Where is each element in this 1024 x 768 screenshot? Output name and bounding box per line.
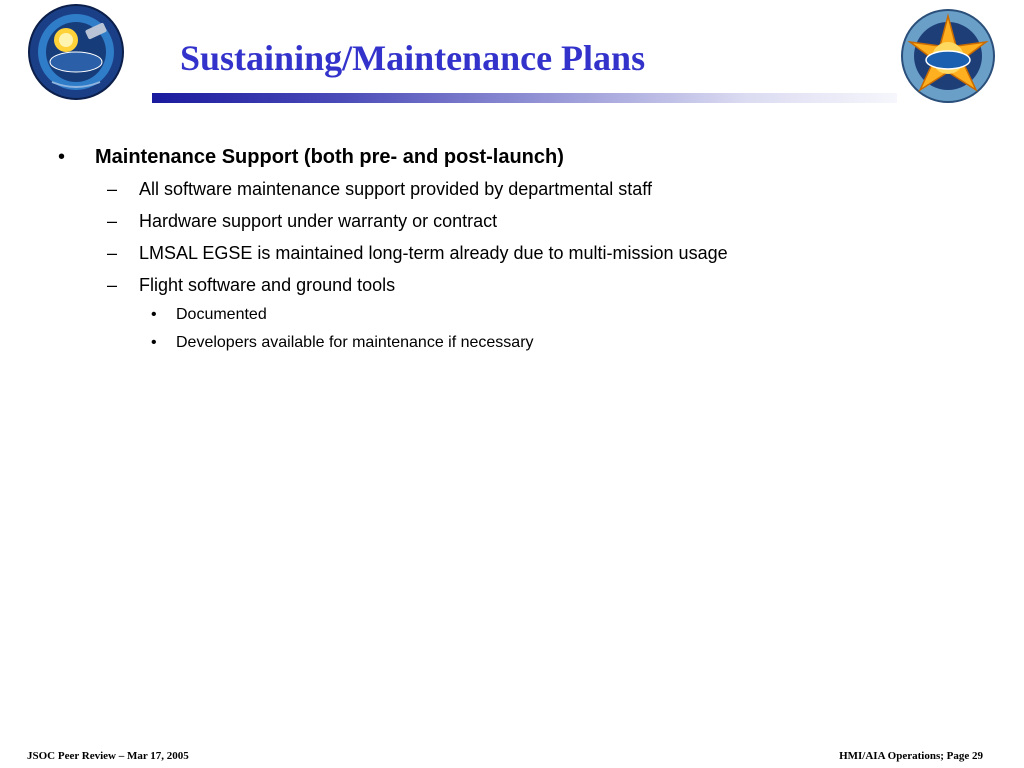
sub-bullet-item (107, 274, 396, 296)
sub-bullet-marker: – (107, 179, 118, 199)
sub-bullet-marker: – (107, 243, 118, 263)
sub-bullet-item (107, 178, 652, 200)
sub-sub-bullet-marker: • (151, 334, 157, 351)
sub-bullet-text: LMSAL EGSE is maintained long-term already due to multi-mission usage (139, 243, 728, 263)
sub-bullet-marker: – (107, 211, 118, 231)
bullet-item (58, 145, 564, 169)
sub-sub-bullet-text: Documented (176, 306, 267, 323)
lws-logo (898, 2, 1002, 110)
sub-bullet-item (107, 210, 498, 232)
footer-page-number: HMI/AIA Operations; Page 29 (839, 750, 983, 762)
sdo-badge-graphic (26, 4, 130, 100)
sub-bullet-text: Flight software and ground tools (139, 275, 396, 295)
footer-left-text: JSOC Peer Review – Mar 17, 2005 (27, 750, 189, 762)
sub-sub-bullet-text: Developers available for maintenance if necessary (176, 334, 534, 351)
sub-bullet-marker: – (107, 275, 118, 295)
sub-bullet-text: Hardware support under warranty or contract (139, 211, 498, 231)
sdo-logo (26, 4, 130, 100)
slide-title: Sustaining/Maintenance Plans (180, 38, 646, 78)
sub-bullet-item (107, 242, 728, 264)
title-underline-bar (152, 93, 897, 103)
lws-badge-graphic (898, 2, 1002, 110)
sub-sub-bullet-marker: • (151, 306, 157, 323)
sub-sub-bullet-item (151, 333, 534, 353)
bullet-text: Maintenance Support (both pre- and post-launch) (95, 146, 564, 168)
sub-sub-bullet-item (151, 305, 267, 325)
sub-bullet-text: All software maintenance support provided by departmental staff (139, 179, 652, 199)
bullet-marker: • (58, 146, 66, 168)
